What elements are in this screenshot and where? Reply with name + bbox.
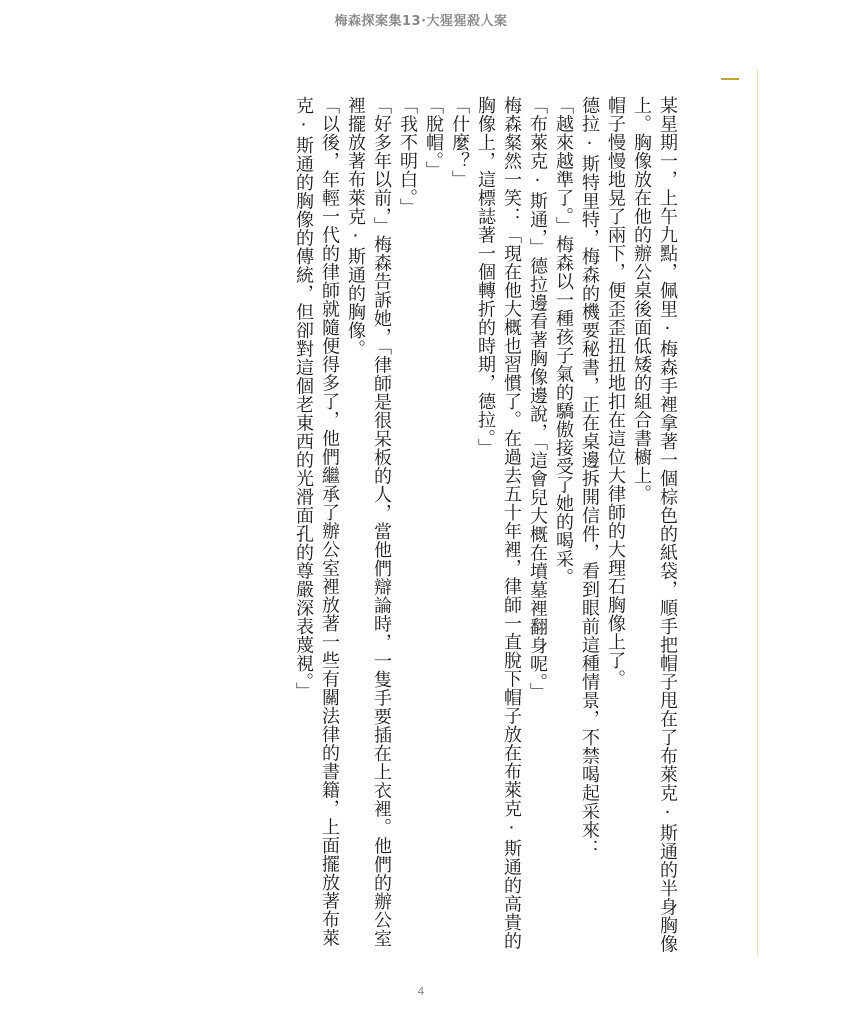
paragraph: 「以後，年輕一代的律師就隨便得多了，他們繼承了辦公室裡放著一些有關法律的書籍，上面擺放著布萊克·斯通的胸像的傳統，但卻對這個老東西的光滑面孔的尊嚴深表蔑視。」 <box>293 96 340 947</box>
paragraph: 「布萊克·斯通，」德拉邊看著胸像邊說，「這會兒大概在墳墓裡翻身呢。」 <box>527 96 548 701</box>
vertical-text-body <box>72 96 680 956</box>
paragraph: 「我不明白。」 <box>397 96 418 217</box>
chapter-marker <box>721 78 739 80</box>
paragraph: 帽子慢慢地晃了兩下，便歪歪扭扭地扣在這位大律師的大理石胸像上了。 <box>605 96 626 688</box>
page-number: 4 <box>417 985 425 998</box>
paragraph: 「越來越準了。」梅森以一種孩子氣的驕傲接受了她的喝采。 <box>553 96 574 587</box>
paragraph: 梅森粲然一笑：「現在他大概也習慣了。在過去五十年裡，律師一直脫下帽子放在布萊克·斯通的高貴的胸像上，這標誌著一個轉折的時期，德拉。」 <box>475 96 522 950</box>
margin-rule <box>757 70 758 955</box>
book-title-header: 梅森探案集13·大猩猩殺人案 <box>334 14 508 29</box>
paragraph: 德拉·斯特里特，梅森的機要秘書，正在桌邊拆開信件，看到眼前這種情景，不禁喝起采來： <box>579 96 600 858</box>
paragraph: 「好多年以前，」梅森告訴她，「律師是很呆板的人，當他們辯論時，一隻手要插在上衣裡。他們的辦公室裡擺放著布萊克·斯通的胸像。 <box>345 96 392 948</box>
paragraph: 某星期一，上午九點，佩里·梅森手裡拿著一個棕色的紙袋，順手把帽子甩在了布萊克·斯通的半身胸像上。胸像放在他的辦公桌後面低矮的組合書櫥上。 <box>631 96 678 953</box>
paragraph: 「什麼？」 <box>449 96 470 189</box>
paragraph: 「脫帽。」 <box>423 96 444 180</box>
